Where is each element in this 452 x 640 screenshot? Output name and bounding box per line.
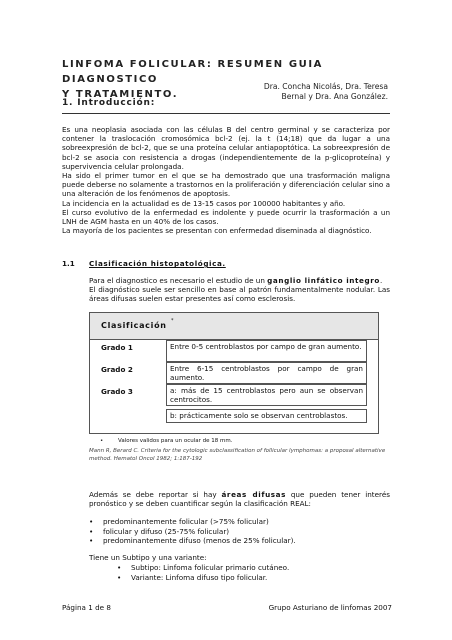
subtype-intro: Tiene un Subtipo y una variante: [89,553,207,562]
diffuse-areas-paragraph [89,490,390,508]
bullet: • [117,563,122,572]
diagnosis-line-1 [89,276,390,285]
authors [255,82,388,102]
grade-label: Grado 1 [101,343,133,352]
list-item [117,573,387,583]
diagnosis-line-2: El diagnóstico suele ser sencillo en base al patrón fundamentalmente nodular. Las áreas difusas suelen estar presentes así como esclerosis. [89,285,390,304]
list-item-text: folicular y difuso (25-75% folicular) [103,526,230,536]
intro-text [62,125,390,235]
real-classification-list [89,517,389,546]
list-item [89,536,389,546]
bullet: • [89,517,94,526]
reference-citation: Mann R, Berard C. Criteria for the cytologic subclassification of follicular lymphomas: a proposal alternative method. Hematol Oncol 1982; 1:187-192 [89,448,386,462]
list-item [89,517,389,527]
authors-line-2: Bernal y Dra. Ana González. [281,92,388,101]
list-item [117,563,387,573]
bold-term: áreas difusas [221,490,287,499]
text-run: Para el diagnostico es necesario el estudio de un [89,276,268,285]
diagnosis-paragraph [89,276,390,304]
bullet: • [117,572,122,582]
list-item-text: predominantemente difuso (menos de 25% folicular). [103,536,296,546]
intro-paragraph: Es una neoplasia asociada con las células B del centro germinal y se caracteriza por contener la traslocación cromosómica bcl-2 (ej. la t (14;18) que da lugar a una sobreexpresión de bcl-2, que se una proteína celular antiapoptótica. La sobreexpresión de bcl-2 se asocia con resistencia a drogas (independientemente de la p-glicoproteína) y supervivencia celular prolongada. [62,125,390,171]
bullet: • [100,438,104,444]
title-line-1: LINFOMA FOLICULAR: RESUMEN GUIA DIAGNOSTICO [62,59,324,85]
list-item [89,527,389,537]
list-item-text: predominantemente folicular (>75% folicular) [103,517,269,526]
list-item-text: Variante: Linfoma difuso tipo folicular. [131,572,268,582]
intro-paragraph: El curso evolutivo de la enfermedad es indolente y puede ocurrir la trasformación a un LNH de AGM hasta en un 40% de los casos. [62,207,390,227]
bullet: • [89,526,94,536]
footer-organization: Grupo Asturiano de linfomas 2007 [268,603,392,612]
grade-label: Grado 3 [101,387,133,396]
classification-table-title: Clasificación [101,321,167,330]
authors-line-1: Dra. Concha Nicolás, Dra. Teresa [263,82,388,91]
classification-table [89,312,379,434]
diffuse-areas-text [89,490,390,508]
list-item-text: Subtipo: Linfoma folicular primario cutáneo. [131,563,290,572]
bullet: • [89,536,94,546]
grade-description: Entre 6-15 centroblastos por campo de gran aumento. [166,362,367,384]
bold-term: ganglio linfático integro [267,276,380,285]
subsection-heading [62,259,226,268]
intro-paragraph: La mayoría de los pacientes se presentan con enfermedad diseminada al diagnóstico. [62,226,372,236]
text-run: que pueden tener interés pronóstico y se deben cuantificar según la clasificación REAL: [89,490,390,509]
intro-paragraph: La incidencia en la actualidad es de 13-15 casos por 100000 habitantes y año. [62,198,346,208]
footnote-marker: * [171,318,174,324]
table-footnote [100,438,233,444]
grade-label: Grado 2 [101,365,133,374]
page-number: Página 1 de 8 [62,603,111,612]
grade-description: Entre 0-5 centroblastos por campo de gran aumento. [166,340,367,362]
intro-paragraph: Ha sido el primer tumor en el que se ha demostrado que una trasformación maligna puede deberse no solamente a trastornos en la proliferación y diferenciación celular sino a una alteración de los fenómenos de apoptosis. [62,171,390,199]
text-run: Además se debe reportar si hay [89,490,222,499]
classification-table-header [90,313,378,340]
footnote-text: Valores validos para un ocular de 18 mm. [118,438,233,444]
text-run: . [379,276,383,285]
grade-description-b: b: prácticamente solo se observan centroblastos. [166,409,367,423]
subsection-number: 1.1 [62,259,75,268]
section-divider [62,113,390,114]
grade-description: a: más de 15 centroblastos pero aun se observan centrocitos. [166,384,367,406]
section-heading-introduction: 1. Introducción: [62,98,156,108]
title-line-2: Y TRATAMIENTO. [62,89,179,100]
subsection-label: Clasificación histopatológica. [89,259,226,268]
subtype-variant-list [117,563,387,582]
